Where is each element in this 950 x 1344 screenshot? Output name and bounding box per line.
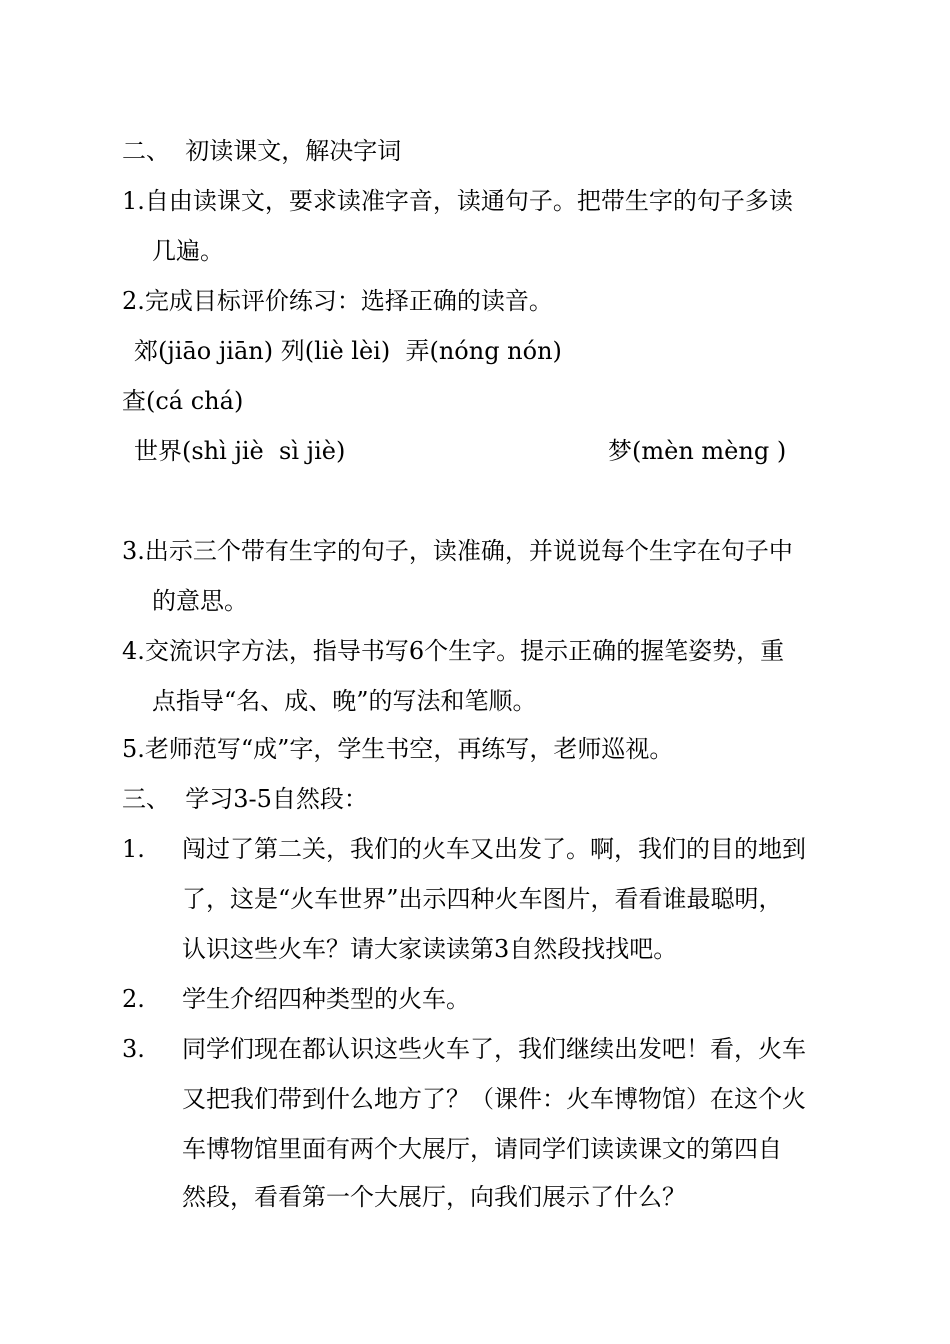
list-item-line: 了，这是“火车世界”出示四种火车图片，看看谁最聪明， <box>182 885 783 913</box>
item-2: 2.完成目标评价练习：选择正确的读音。 <box>122 287 553 315</box>
pinyin-row-3b: 梦(mèn mèng ) <box>608 437 787 465</box>
list-number: 2. <box>122 985 145 1013</box>
list-number: 1. <box>122 835 145 863</box>
list-item-line: 车博物馆里面有两个大展厅，请同学们读读课文的第四自 <box>182 1135 782 1163</box>
section-heading-2: 二、 初读课文，解决字词 <box>122 137 402 165</box>
list-number: 3. <box>122 1035 145 1063</box>
item-1-line-1: 1.自由读课文，要求读准字音，读通句子。把带生字的句子多读 <box>122 187 793 215</box>
list-item-line: 闯过了第二关，我们的火车又出发了。啊，我们的目的地到 <box>182 835 806 863</box>
list-item-line: 又把我们带到什么地方了？（课件：火车博物馆）在这个火 <box>182 1085 806 1113</box>
list-item-line: 然段，看看第一个大展厅，向我们展示了什么？ <box>182 1183 686 1211</box>
item-1-line-2: 几遍。 <box>152 237 224 265</box>
item-5: 5.老师范写“成”字，学生书空，再练写，老师巡视。 <box>122 735 674 763</box>
list-item-line: 认识这些火车？请大家读读第3自然段找找吧。 <box>182 935 678 963</box>
pinyin-row-2: 查(cá chá) <box>122 387 244 415</box>
pinyin-row-1: 郊(jiāo jiān) 列(liè lèi) 弄(nóng nón) <box>134 337 562 365</box>
list-item-line: 同学们现在都认识这些火车了，我们继续出发吧！看，火车 <box>182 1035 806 1063</box>
list-item-line: 学生介绍四种类型的火车。 <box>182 985 470 1013</box>
section-heading-3: 三、 学习3-5自然段： <box>122 785 368 813</box>
item-4-line-1: 4.交流识字方法，指导书写6个生字。提示正确的握笔姿势，重 <box>122 637 785 665</box>
pinyin-row-3a: 世界(shì jiè sì jiè) <box>134 437 346 465</box>
item-3-line-2: 的意思。 <box>152 587 248 615</box>
item-4-line-2: 点指导“名、成、晚”的写法和笔顺。 <box>152 687 537 715</box>
item-3-line-1: 3.出示三个带有生字的句子，读准确，并说说每个生字在句子中 <box>122 537 793 565</box>
